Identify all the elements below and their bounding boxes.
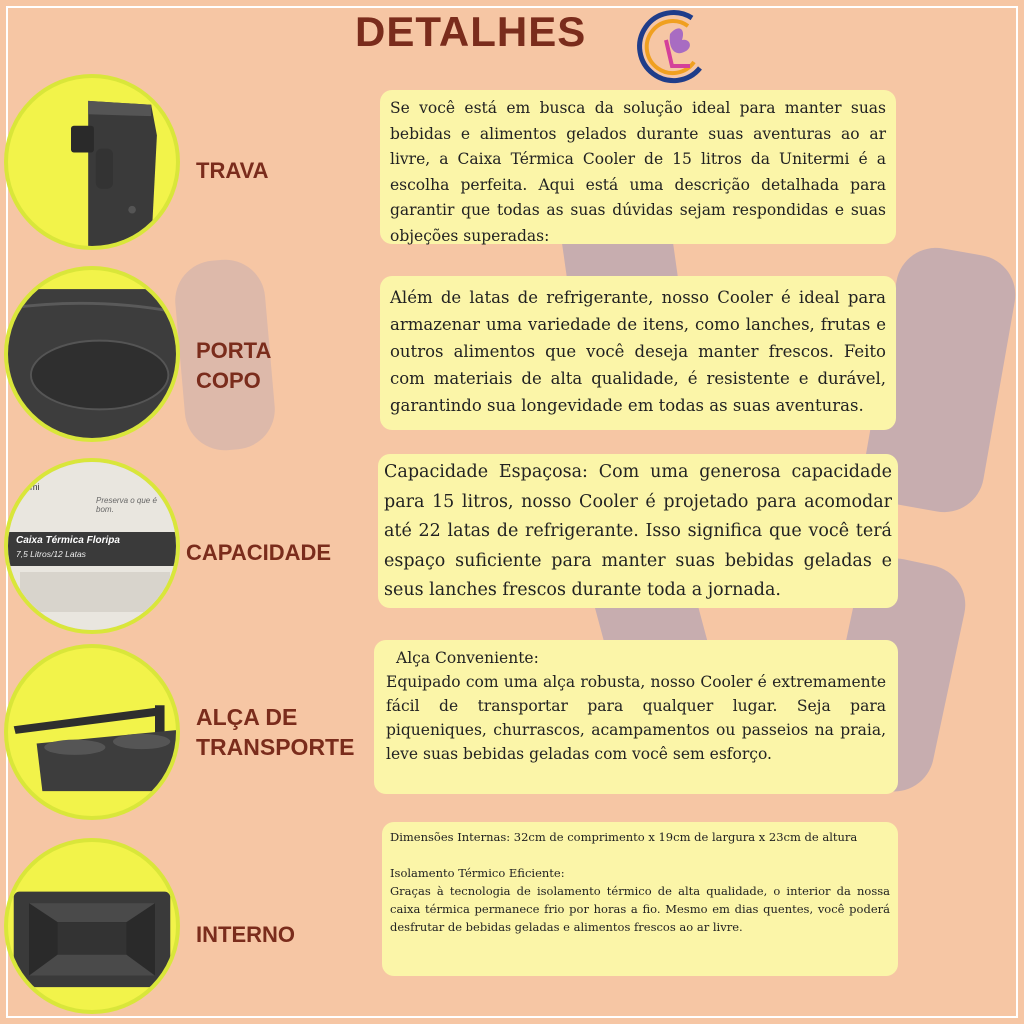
description-text: Além de latas de refrigerante, nosso Cooler é ideal para armazenar uma variedade de itens, como lanches, frutas e outros alimentos que você deseja manter frescos. Feito com materiais de alta qualidade, é resistente e durável, garantindo sua longevidade em todas as suas aventuras. bbox=[390, 288, 886, 415]
description-text: Capacidade Espaçosa: Com uma generosa capacidade para 15 litros, nosso Cooler é projetado para acomodar até 22 latas de refrigerante. Isso significa que você terá espaço suficiente para manter suas bebidas geladas e seus lanches frescos durante toda a jornada. bbox=[384, 462, 892, 600]
interno-description-box bbox=[382, 822, 898, 976]
capacidade-description-box bbox=[378, 454, 898, 608]
description-text: Dimensões Internas: 32cm de comprimento x 19cm de largura x 23cm de altura bbox=[390, 830, 858, 844]
product-subtitle: 7,5 Litros/12 Latas bbox=[16, 549, 86, 559]
porta-copo-label bbox=[196, 336, 271, 396]
description-heading: Isolamento Térmico Eficiente: bbox=[390, 866, 565, 880]
alca-label bbox=[196, 702, 354, 762]
product-brand: ermi bbox=[22, 482, 40, 492]
alca-description-box bbox=[374, 640, 898, 794]
label-line: CAPACIDADE bbox=[186, 540, 332, 565]
trava-label bbox=[196, 156, 269, 186]
interno-photo bbox=[4, 838, 180, 1014]
trava-description-box bbox=[380, 90, 896, 244]
label-line: ALÇA DE bbox=[196, 704, 298, 730]
label-line: TRANSPORTE bbox=[196, 734, 355, 760]
capacidade-photo bbox=[4, 458, 180, 634]
porta-copo-description-box bbox=[380, 276, 896, 430]
label-line: PORTA bbox=[196, 338, 272, 363]
description-text: Se você está em busca da solução ideal para manter suas bebidas e alimentos gelados durante suas aventuras ao ar livre, a Caixa Térmica Cooler de 15 litros da Unitermi é a escolha perfeita. Aqui está uma descrição detalhada para garantir que todas as suas dúvidas sejam respondidas e suas objeções superadas: bbox=[390, 99, 886, 245]
product-features bbox=[20, 572, 170, 612]
label-line: COPO bbox=[196, 368, 261, 393]
product-tagline: Preserva o que é bom. bbox=[96, 496, 157, 514]
description-text: Equipado com uma alça robusta, nosso Cooler é extremamente fácil de transportar para qualquer lugar. Seja para piqueniques, churrascos, acampamentos ou passeios na praia, leve suas bebidas geladas com você sem esforço. bbox=[386, 673, 886, 763]
product-box-image bbox=[8, 462, 180, 634]
interno-label bbox=[196, 920, 295, 950]
label-line: TRAVA bbox=[196, 158, 269, 183]
description-heading: Alça Conveniente: bbox=[396, 649, 539, 667]
porta-copo-photo bbox=[4, 266, 180, 442]
alca-photo bbox=[4, 644, 180, 820]
brand-logo-icon bbox=[630, 4, 714, 88]
cooler-handle-icon bbox=[8, 648, 176, 816]
label-line: INTERNO bbox=[196, 922, 295, 947]
page-title: DETALHES bbox=[355, 8, 587, 55]
cup-holder-icon bbox=[8, 270, 176, 438]
trava-photo bbox=[4, 74, 180, 250]
cooler-latch-icon bbox=[8, 78, 176, 246]
product-name: Caixa Térmica Floripa bbox=[16, 535, 120, 546]
capacidade-label bbox=[186, 538, 331, 568]
cooler-interior-icon bbox=[8, 842, 176, 1010]
description-text: Graças à tecnologia de isolamento térmico de alta qualidade, o interior da nossa caixa térmica permanece frio por horas a fio. Mesmo em dias quentes, você poderá desfrutar de bebidas geladas e alimentos frescos ao ar livre. bbox=[390, 884, 890, 934]
